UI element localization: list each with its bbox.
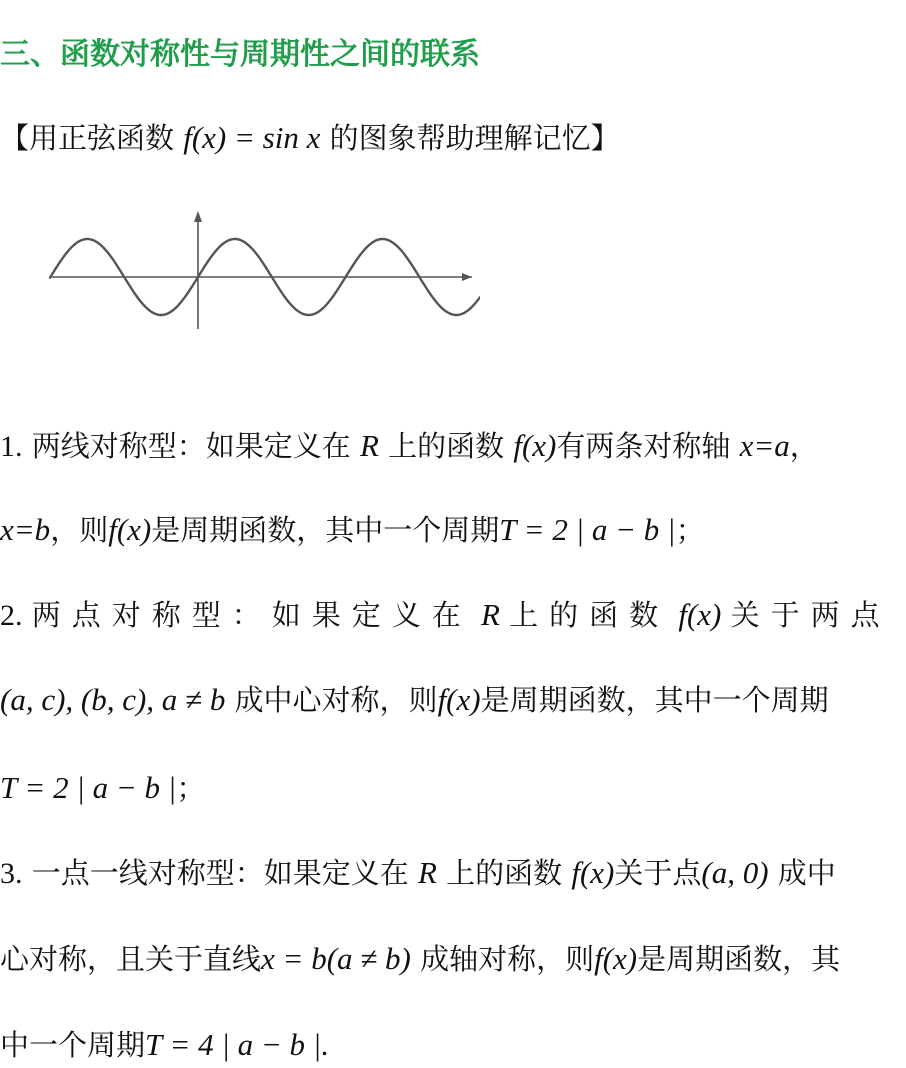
section-title: 三、函数对称性与周期性之间的联系 <box>0 37 480 72</box>
item-3-text-c: 关于点 <box>614 856 702 890</box>
item-3-var-r: R <box>417 855 437 890</box>
item-1-number: 1. <box>0 430 23 463</box>
item-1-text-c: 有两条对称轴 <box>556 429 731 463</box>
item-3-period: T = 4 | a − b |. <box>145 1027 330 1062</box>
item-1-text-b: 上的函数 <box>388 429 505 463</box>
item-1-axis-a: x=a <box>739 428 790 463</box>
item-2-line-3 <box>0 768 906 808</box>
item-3-line-2 <box>0 939 906 979</box>
item-3-text-h: 中一个周期 <box>0 1028 146 1062</box>
item-2-fx-2: f(x) <box>437 682 481 717</box>
sine-graph <box>40 205 480 333</box>
item-3-text-g: 是周期函数，其 <box>637 942 841 976</box>
item-3-text-a: 一点一线对称型：如果定义在 <box>31 856 409 890</box>
item-3-text-e: 心对称，且关于直线 <box>0 942 262 976</box>
item-2-var-r: R <box>480 597 500 632</box>
item-3-number: 3. <box>0 857 23 890</box>
item-2-points: (a, c), (b, c), a ≠ b <box>0 682 226 717</box>
item-2-text-e: 是周期函数，其中一个周期 <box>480 683 829 717</box>
item-2-period: T = 2 | a − b | <box>0 770 177 805</box>
item-1-line-1 <box>0 426 906 467</box>
item-3-line-eq: x = b(a ≠ b) <box>261 941 411 976</box>
item-3-text-d: 成中 <box>777 856 836 890</box>
item-2-line-2 <box>0 680 906 720</box>
item-1-period: T = 2 | a − b | <box>499 512 676 547</box>
memo-line <box>0 118 906 158</box>
item-2-line-1 <box>0 595 906 636</box>
item-3-text-b: 上的函数 <box>446 856 563 890</box>
item-3-line-3 <box>0 1025 906 1065</box>
item-2-end: ； <box>176 771 206 805</box>
item-2-text-d: 成中心对称，则 <box>234 683 438 717</box>
item-3-fx: f(x) <box>571 855 615 890</box>
item-2-number: 2. <box>0 599 23 632</box>
item-2-text-a: 两点对称型：如果定义在 <box>31 598 472 632</box>
item-1-axis-b: x=b <box>0 512 51 547</box>
item-3-fx-2: f(x) <box>594 941 638 976</box>
item-3-text-f: 成轴对称，则 <box>420 942 595 976</box>
item-2-text-b: 上的函数 <box>509 598 670 632</box>
x-axis-arrow <box>462 273 472 281</box>
memo-close: 的图象帮助理解记忆】 <box>329 121 620 155</box>
item-1-text-a: 两线对称型：如果定义在 <box>31 429 351 463</box>
item-1-fx: f(x) <box>513 428 557 463</box>
item-1-text-e: 是周期函数，其中一个周期 <box>151 513 500 547</box>
item-3-point: (a, 0) <box>701 855 769 890</box>
item-1-end: ； <box>675 513 705 547</box>
item-1-line-2 <box>0 510 906 550</box>
y-axis-arrow <box>194 211 202 222</box>
item-2-text-c: 关于两点 <box>730 598 891 632</box>
item-1-fx-2: f(x) <box>108 512 152 547</box>
item-1-comma: ， <box>789 429 819 463</box>
item-2-fx: f(x) <box>678 597 722 632</box>
item-1-var-r: R <box>359 428 379 463</box>
memo-open: 【用正弦函数 <box>0 121 175 155</box>
memo-formula: f(x) = sin x <box>183 120 321 155</box>
item-3-line-1 <box>0 853 906 894</box>
item-1-text-d: ，则 <box>50 513 109 547</box>
